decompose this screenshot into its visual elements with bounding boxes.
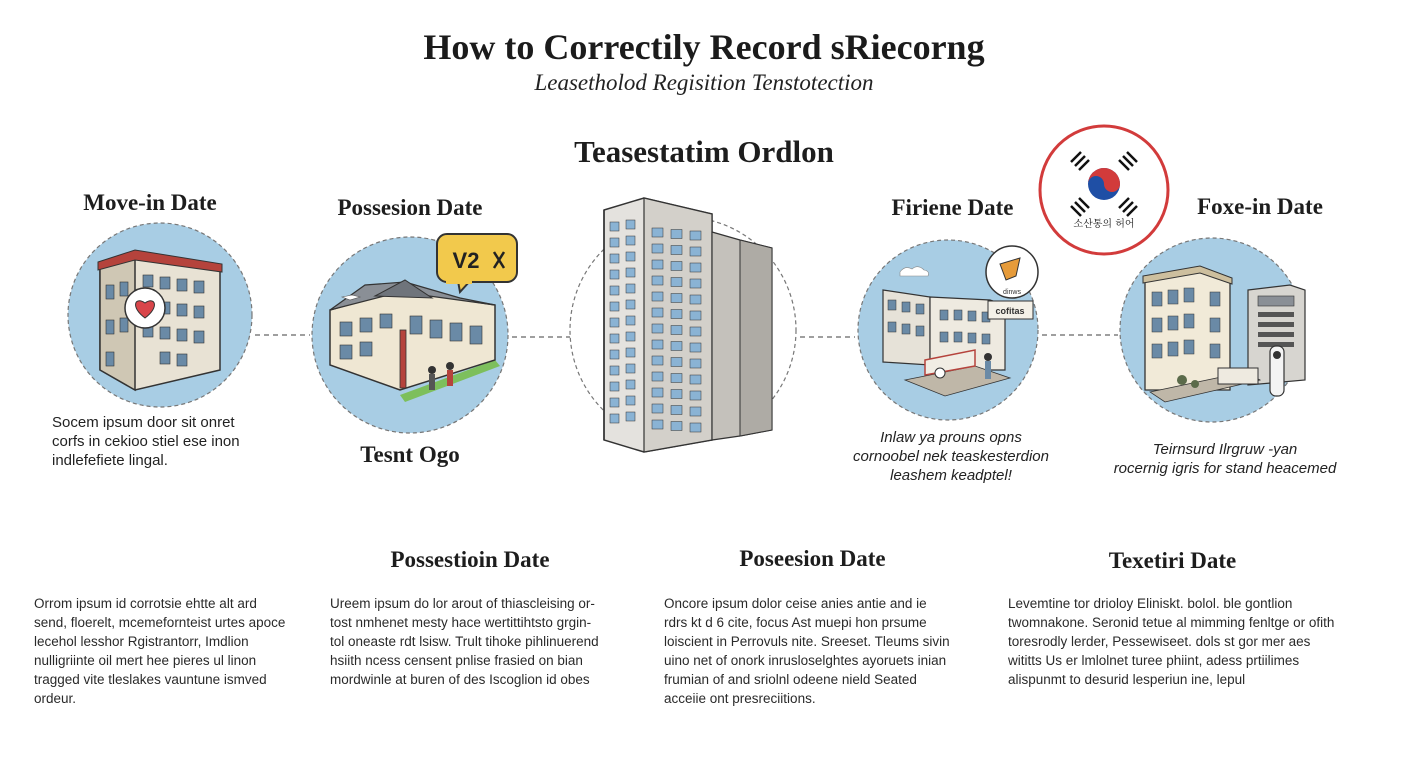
tower-window	[671, 422, 682, 431]
tower-window	[610, 366, 619, 375]
stage-subheading-possession: Tesnt Ogo	[360, 442, 460, 467]
tower-window	[690, 231, 701, 240]
tower-window	[610, 270, 619, 279]
tower-window	[652, 356, 663, 365]
tower-window	[626, 396, 635, 405]
tower-window	[671, 374, 682, 383]
para-line: nulligriinte oil mert hee pieres ul linon	[34, 653, 257, 668]
building-sign: cofitas	[995, 306, 1025, 316]
tower-window	[690, 311, 701, 320]
tower-window	[610, 318, 619, 327]
tower-window	[671, 246, 682, 255]
bottom-heading-1: Possestioin Date	[390, 547, 550, 572]
tower-window	[652, 292, 663, 301]
tower-window	[626, 220, 635, 229]
tower-window	[690, 359, 701, 368]
possession-illustration	[312, 234, 517, 433]
tower-window	[610, 414, 619, 423]
page-subtitle: Leasetholod Regisition Tenstotection	[534, 70, 874, 95]
tower-window	[626, 300, 635, 309]
page-title: How to Correctily Record sRiecorng	[423, 27, 985, 67]
bubble-label: V2	[452, 248, 480, 273]
tower-window	[626, 348, 635, 357]
tower-window	[690, 327, 701, 336]
bottom-heading-2: Poseesion Date	[739, 546, 886, 571]
para-line: wititts Us er lmlolnet turee phiint, adess prtiilimes	[1008, 653, 1300, 668]
stage-text-line: Inlaw ya prouns opns	[880, 429, 1022, 446]
tower-window	[610, 350, 619, 359]
tower-window	[652, 340, 663, 349]
badge-label: dinws	[1003, 289, 1021, 296]
firiene-illustration	[858, 240, 1038, 420]
tower-window	[652, 276, 663, 285]
stage-heading-firiene: Firiene Date	[891, 195, 1014, 220]
para-line: twomnakone. Seronid tetue al mimming fenltge or ofith	[1008, 615, 1335, 630]
tower-window	[690, 423, 701, 432]
tower-window	[610, 382, 619, 391]
stage-text-line: cornoobel nek teaskesterdion	[853, 448, 1049, 465]
tower-window	[690, 391, 701, 400]
tower-window	[652, 404, 663, 413]
korean-flag-stamp	[1040, 126, 1168, 254]
para-line: frumian of and sriolnl odeene nield Seated	[664, 672, 917, 687]
tower-window	[690, 263, 701, 272]
tower-window	[652, 388, 663, 397]
tower-window	[626, 380, 635, 389]
stage-heading-possession: Possesion Date	[337, 195, 483, 220]
tower-window	[626, 316, 635, 325]
para-line: rdrs kt d 6 cite, focus Ast muepi hon prsume	[664, 615, 927, 630]
stage-text-move-in	[52, 413, 292, 470]
para-line: lecehol lesshor Rgistrantorr, Imdlion	[34, 634, 249, 649]
para-line: ordeur.	[34, 691, 77, 706]
para-line: alispunmt to desurid lesperiun ine, lepul	[1008, 672, 1246, 687]
para-line: Oncore ipsum dolor ceise anies antie and ie	[664, 596, 927, 611]
tower-window	[626, 284, 635, 293]
para-line: tragged vite tleslakes vauntune ismved	[34, 672, 267, 687]
tower-window	[671, 294, 682, 303]
tower-window	[690, 247, 701, 256]
stage-text-line: Socem ipsum door sit onret	[52, 414, 235, 431]
para-line: uino net of onork inrusloselghtes ayoruets inian	[664, 653, 947, 668]
stage-text-line: Teirnsurd Ilrgruw -yan	[1152, 441, 1298, 458]
tower-window	[671, 310, 682, 319]
stage-text-line: rocernig igris for stand heacemed	[1113, 460, 1337, 477]
stage-text-firiene	[820, 428, 1082, 485]
column-1-text	[34, 594, 302, 708]
tower-window	[652, 308, 663, 317]
flag-caption: 소산통의 허어	[1073, 219, 1135, 230]
stage-text-line: indlefefiete lingal.	[52, 452, 168, 469]
tower-window	[610, 334, 619, 343]
tower-window	[626, 236, 635, 245]
tower-window	[626, 412, 635, 421]
tower-window	[690, 295, 701, 304]
tower-window	[690, 343, 701, 352]
tower-window	[671, 342, 682, 351]
para-line: Ureem ipsum do lor arout of thiascleising or-	[330, 596, 595, 611]
tower-window	[626, 252, 635, 261]
tower-window	[652, 260, 663, 269]
tower-window	[610, 302, 619, 311]
tower-window	[652, 420, 663, 429]
stage-heading-foxe-in: Foxe-in Date	[1197, 194, 1323, 219]
tower-window	[690, 279, 701, 288]
stage-text-foxe-in	[1090, 440, 1360, 478]
tower-window	[652, 324, 663, 333]
para-line: hsiith ncess censent pnlise frasied on bian	[330, 653, 583, 668]
para-line: tol oneaste rdt lsisw. Trult tihoke pihlinuerend	[330, 634, 599, 649]
bottom-heading-3: Texetiri Date	[1108, 548, 1237, 573]
tower-window	[671, 262, 682, 271]
tower-window	[652, 244, 663, 253]
column-4-text	[1008, 594, 1342, 689]
tower-window	[671, 406, 682, 415]
tower-window	[671, 358, 682, 367]
tower-window	[610, 222, 619, 231]
para-line: tost nmhenet mesty hace wertittihtsto grgin-	[330, 615, 592, 630]
para-line: send, floerelt, mcemefornteist urtes apoce	[34, 615, 286, 630]
tower-window	[671, 278, 682, 287]
para-line: toresrodly lerder, Pessewiseet. dols st gor mer aes	[1008, 634, 1311, 649]
tower-window	[610, 238, 619, 247]
tower-window	[626, 364, 635, 373]
tower-window	[610, 286, 619, 295]
para-line: Levemtine tor drioloy Eliniskt. bolol. ble gontlion	[1008, 596, 1293, 611]
tower-window	[671, 230, 682, 239]
tower-window	[671, 326, 682, 335]
para-line: loiscient in Perrovuls nite. Sreeset. Tleums sivin	[664, 634, 950, 649]
tower-window	[652, 228, 663, 237]
tower-window	[690, 375, 701, 384]
tower-illustration	[570, 198, 796, 452]
stage-text-line: corfs in cekioo stiel ese inon	[52, 433, 240, 450]
para-line: acceiie ont presreciitions.	[664, 691, 816, 706]
tower-window	[671, 390, 682, 399]
column-2-text	[330, 594, 636, 689]
center-label: Teasestatim Ordlon	[574, 134, 834, 169]
foxe-in-illustration	[1120, 238, 1305, 422]
stage-text-line: leashem keadptel!	[890, 467, 1012, 484]
para-line: mordwinle at buren of des Iscoglion id obes	[330, 672, 590, 687]
tower-window	[690, 407, 701, 416]
column-3-text	[664, 594, 980, 708]
tower-window	[626, 332, 635, 341]
move-in-illustration	[68, 223, 252, 407]
stage-heading-move-in: Move-in Date	[83, 190, 217, 215]
tower-window	[610, 398, 619, 407]
tower-window	[626, 268, 635, 277]
para-line: Orrom ipsum id corrotsie ehtte alt ard	[34, 596, 257, 611]
tower-window	[652, 372, 663, 381]
tower-window	[610, 254, 619, 263]
